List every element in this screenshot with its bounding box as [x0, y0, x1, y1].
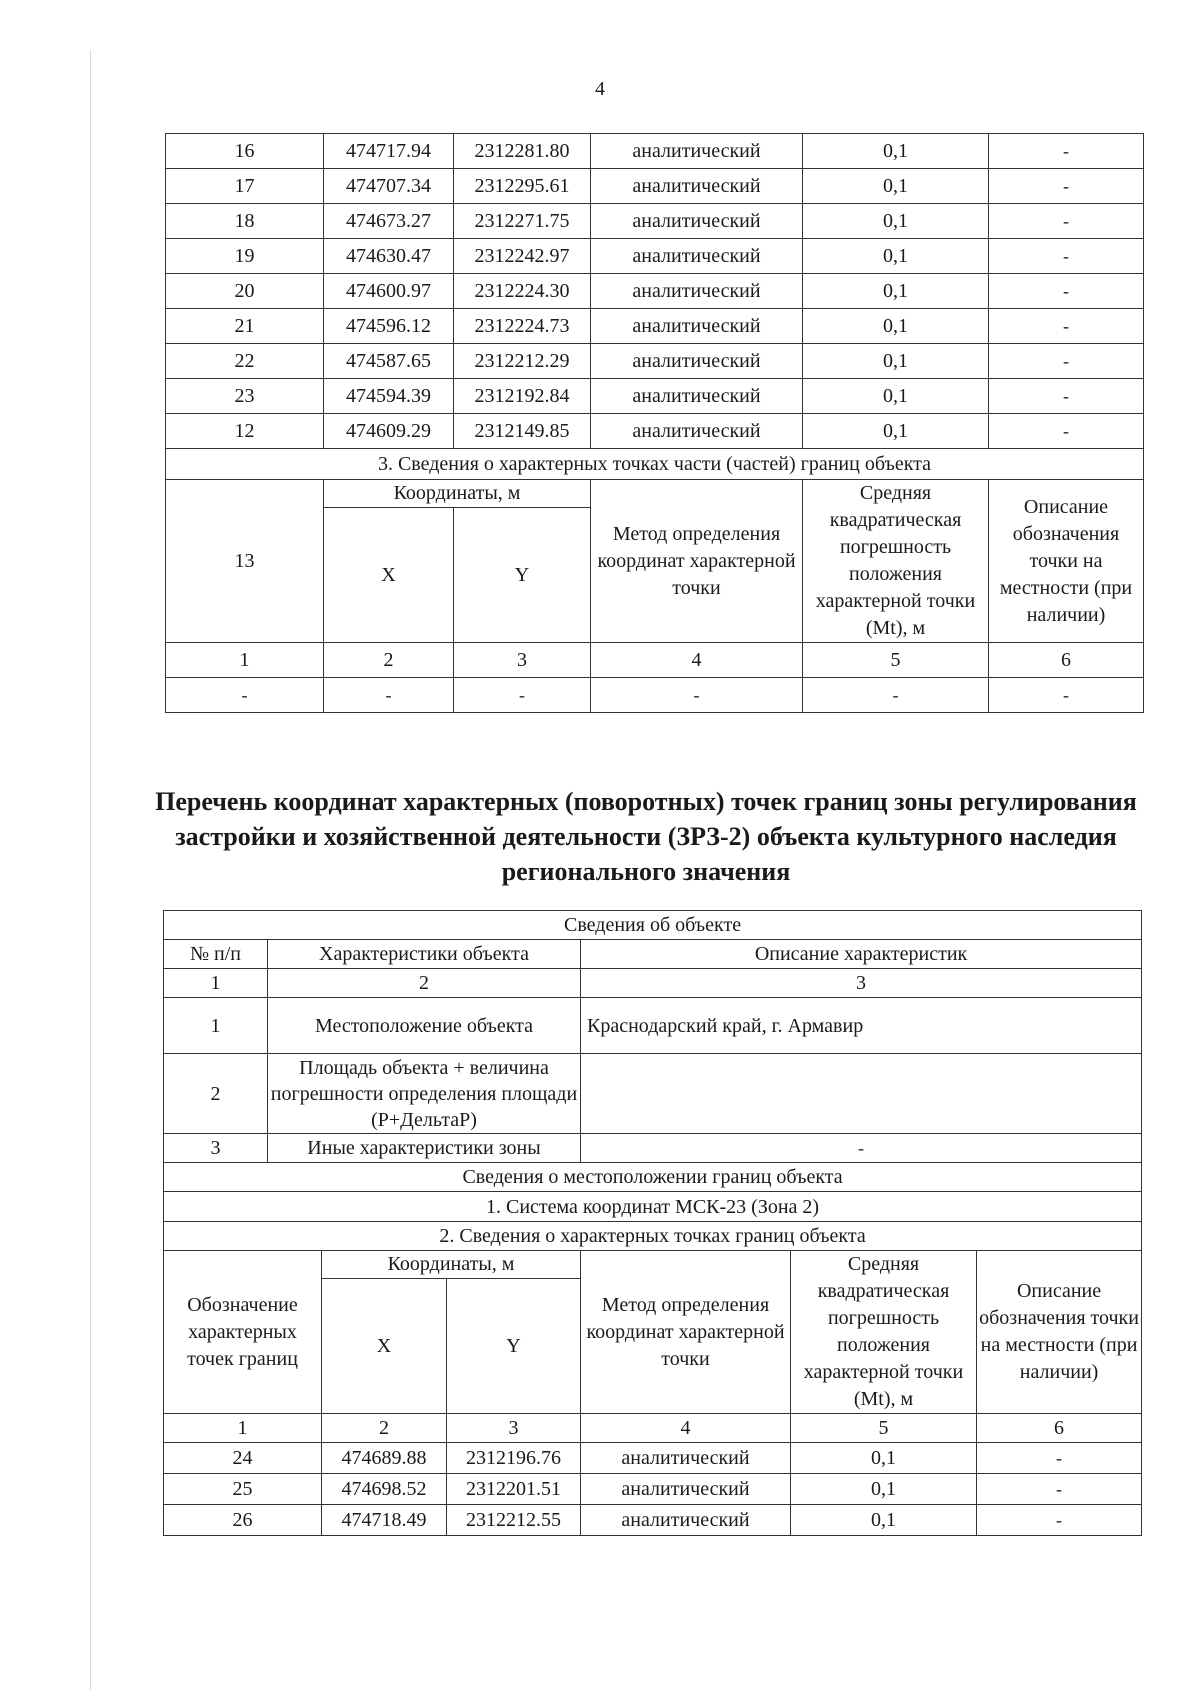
- table-row: [164, 1505, 1142, 1536]
- cell-x: 474594.39: [324, 379, 454, 414]
- cell-x: 474689.88: [322, 1443, 447, 1474]
- cell-y: 2312242.97: [454, 239, 591, 274]
- cell-desc: -: [989, 134, 1144, 169]
- info-row-name: Иные характеристики зоны: [268, 1134, 581, 1163]
- cell-y: 2312295.61: [454, 169, 591, 204]
- header-y: Y: [447, 1279, 581, 1414]
- table-row: [166, 414, 1144, 449]
- cell-y: 2312212.29: [454, 344, 591, 379]
- col-number: 4: [591, 643, 803, 678]
- col-header-characteristics: Характеристики объекта: [268, 940, 581, 969]
- col-number: 1: [164, 969, 268, 998]
- col-number: 5: [791, 1414, 977, 1443]
- col-header-num: № п/п: [164, 940, 268, 969]
- cell-n: 18: [166, 204, 324, 239]
- col-number: 1: [164, 1414, 322, 1443]
- col-number: 2: [268, 969, 581, 998]
- info-row-num: 1: [164, 998, 268, 1054]
- col-number: 3: [447, 1414, 581, 1443]
- header-first-col: 13: [166, 480, 324, 643]
- table-row: [166, 204, 1144, 239]
- cell-method: аналитический: [591, 239, 803, 274]
- cell-n: 12: [166, 414, 324, 449]
- cell-mt: 0,1: [803, 239, 989, 274]
- blank-cell: -: [591, 678, 803, 713]
- cell-x: 474707.34: [324, 169, 454, 204]
- table-row: [164, 1474, 1142, 1505]
- cell-mt: 0,1: [803, 414, 989, 449]
- col-number: 3: [581, 969, 1142, 998]
- cell-desc: -: [989, 309, 1144, 344]
- cell-mt: 0,1: [803, 274, 989, 309]
- blank-cell: -: [166, 678, 324, 713]
- cell-mt: 0,1: [803, 309, 989, 344]
- cell-x: 474718.49: [322, 1505, 447, 1536]
- info-row-value: Краснодарский край, г. Армавир: [581, 998, 1142, 1054]
- header-method: Метод определения координат характерной точки: [591, 480, 803, 643]
- cell-desc: -: [989, 274, 1144, 309]
- cell-method: аналитический: [591, 344, 803, 379]
- cell-x: 474717.94: [324, 134, 454, 169]
- header-mt: Средняя квадратическая погрешность положения характерной точки (Mt), м: [791, 1251, 977, 1414]
- cell-mt: 0,1: [791, 1474, 977, 1505]
- info-row-name: Местоположение объекта: [268, 998, 581, 1054]
- cell-y: 2312212.55: [447, 1505, 581, 1536]
- cell-x: 474630.47: [324, 239, 454, 274]
- table-row: [166, 379, 1144, 414]
- cell-desc: -: [989, 204, 1144, 239]
- cell-desc: -: [989, 414, 1144, 449]
- cell-method: аналитический: [591, 204, 803, 239]
- info-row-num: 2: [164, 1054, 268, 1134]
- blank-cell: -: [803, 678, 989, 713]
- cell-n: 19: [166, 239, 324, 274]
- col-number: 1: [166, 643, 324, 678]
- col-number: 5: [803, 643, 989, 678]
- cell-method: аналитический: [581, 1443, 791, 1474]
- cell-desc: -: [977, 1443, 1142, 1474]
- location-title: Сведения о местоположении границ объекта: [164, 1163, 1142, 1192]
- cell-x: 474673.27: [324, 204, 454, 239]
- col-number: 2: [322, 1414, 447, 1443]
- cell-n: 23: [166, 379, 324, 414]
- col-number: 3: [454, 643, 591, 678]
- header-method: Метод определения координат характерной точки: [581, 1251, 791, 1414]
- cell-y: 2312224.30: [454, 274, 591, 309]
- col-number: 4: [581, 1414, 791, 1443]
- header-coords: Координаты, м: [324, 480, 591, 508]
- page-number: 4: [595, 78, 605, 100]
- cell-desc: -: [989, 379, 1144, 414]
- col-number: 6: [989, 643, 1144, 678]
- header-desc: Описание обозначения точки на местности (при наличии): [989, 480, 1144, 643]
- info-row-num: 3: [164, 1134, 268, 1163]
- cell-n: 21: [166, 309, 324, 344]
- cell-desc: -: [977, 1505, 1142, 1536]
- cell-n: 22: [166, 344, 324, 379]
- cell-x: 474596.12: [324, 309, 454, 344]
- cell-y: 2312192.84: [454, 379, 591, 414]
- points-table-continued: [165, 133, 1144, 713]
- section2-title: 2. Сведения о характерных точках границ объекта: [164, 1222, 1142, 1251]
- cell-method: аналитический: [591, 309, 803, 344]
- cell-n: 16: [166, 134, 324, 169]
- table-row: [164, 1443, 1142, 1474]
- section3-title: 3. Сведения о характерных точках части (частей) границ объекта: [166, 449, 1144, 480]
- cell-method: аналитический: [581, 1474, 791, 1505]
- cell-x: 474609.29: [324, 414, 454, 449]
- cell-mt: 0,1: [803, 344, 989, 379]
- blank-cell: -: [989, 678, 1144, 713]
- cell-desc: -: [989, 344, 1144, 379]
- cell-mt: 0,1: [791, 1505, 977, 1536]
- cell-desc: -: [989, 239, 1144, 274]
- cell-y: 2312196.76: [447, 1443, 581, 1474]
- coord-system: 1. Система координат МСК-23 (Зона 2): [164, 1192, 1142, 1222]
- cell-y: 2312271.75: [454, 204, 591, 239]
- cell-method: аналитический: [591, 274, 803, 309]
- header-mt: Средняя квадратическая погрешность положения характерной точки (Mt), м: [803, 480, 989, 643]
- cell-method: аналитический: [591, 134, 803, 169]
- info-row-value: [581, 1054, 1142, 1134]
- table-row: [166, 309, 1144, 344]
- cell-method: аналитический: [581, 1505, 791, 1536]
- table-row: [166, 344, 1144, 379]
- blank-cell: -: [454, 678, 591, 713]
- cell-method: аналитический: [591, 414, 803, 449]
- blank-cell: -: [324, 678, 454, 713]
- cell-x: 474587.65: [324, 344, 454, 379]
- header-x: X: [322, 1279, 447, 1414]
- cell-x: 474698.52: [322, 1474, 447, 1505]
- header-first-col: Обозначение характерных точек границ: [164, 1251, 322, 1414]
- cell-y: 2312201.51: [447, 1474, 581, 1505]
- cell-desc: -: [989, 169, 1144, 204]
- document-title: Перечень координат характерных (поворотных) точек границ зоны регулирования застройки и хозяйственной деятельности (ЗРЗ-2) объекта культурного наследия регионального значения: [155, 787, 1137, 886]
- table-row: [166, 274, 1144, 309]
- header-desc: Описание обозначения точки на местности (при наличии): [977, 1251, 1142, 1414]
- cell-mt: 0,1: [803, 169, 989, 204]
- cell-mt: 0,1: [791, 1443, 977, 1474]
- cell-mt: 0,1: [803, 379, 989, 414]
- cell-n: 25: [164, 1474, 322, 1505]
- info-row-name: Площадь объекта + величина погрешности определения площади (Р+ДельтаР): [268, 1054, 581, 1134]
- cell-desc: -: [977, 1474, 1142, 1505]
- table-row: [166, 239, 1144, 274]
- cell-y: 2312281.80: [454, 134, 591, 169]
- info-row-value: -: [581, 1134, 1142, 1163]
- header-x: X: [324, 508, 454, 643]
- cell-n: 17: [166, 169, 324, 204]
- object-info-title: Сведения об объекте: [164, 911, 1142, 940]
- cell-n: 20: [166, 274, 324, 309]
- cell-n: 24: [164, 1443, 322, 1474]
- cell-mt: 0,1: [803, 134, 989, 169]
- table-row: [166, 169, 1144, 204]
- header-coords: Координаты, м: [322, 1251, 581, 1279]
- col-number: 6: [977, 1414, 1142, 1443]
- cell-x: 474600.97: [324, 274, 454, 309]
- col-number: 2: [324, 643, 454, 678]
- cell-mt: 0,1: [803, 204, 989, 239]
- cell-method: аналитический: [591, 169, 803, 204]
- header-y: Y: [454, 508, 591, 643]
- table-row: [166, 134, 1144, 169]
- cell-y: 2312224.73: [454, 309, 591, 344]
- page-margin-line: [90, 50, 91, 1690]
- cell-y: 2312149.85: [454, 414, 591, 449]
- cell-n: 26: [164, 1505, 322, 1536]
- col-header-description: Описание характеристик: [581, 940, 1142, 969]
- zone-info-table: [163, 910, 1142, 1536]
- cell-method: аналитический: [591, 379, 803, 414]
